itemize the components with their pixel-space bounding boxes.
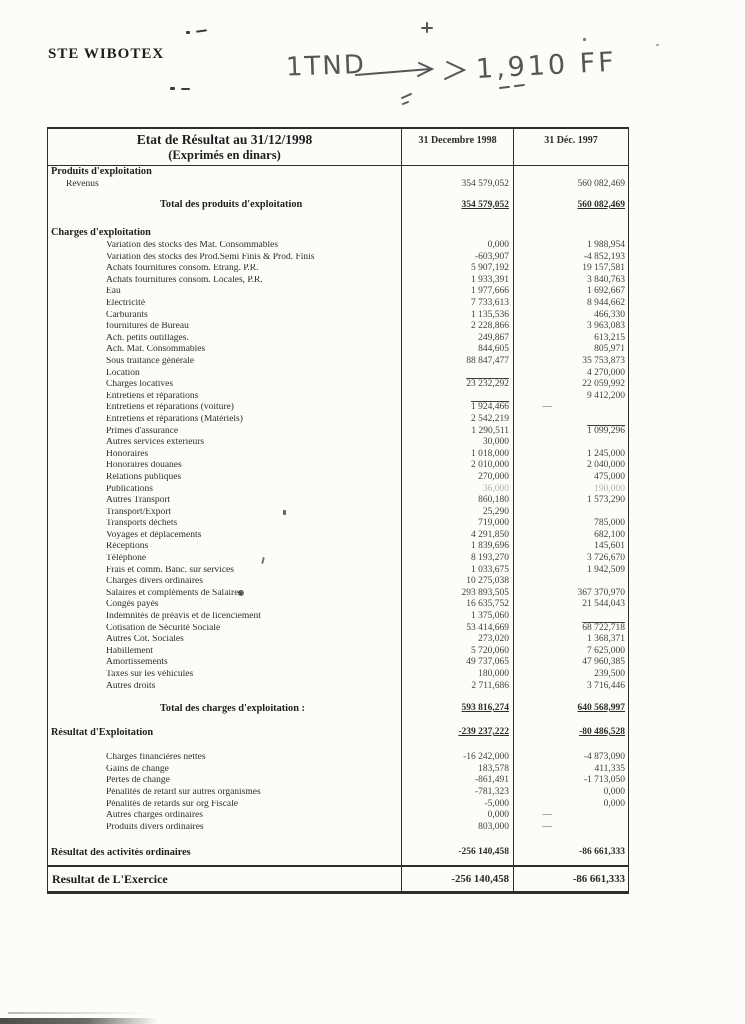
value-1998: 273,020 xyxy=(401,634,513,646)
value-1997: 190,000 xyxy=(513,483,628,495)
value-1997 xyxy=(513,191,628,199)
value-1997 xyxy=(513,507,628,519)
table-row xyxy=(48,333,628,345)
value-1997: 640 568,997 xyxy=(513,702,628,715)
value-1997: 682,100 xyxy=(513,530,628,542)
table-row xyxy=(48,321,628,333)
row-label: Charges financières nettes xyxy=(106,753,206,763)
value-1997 xyxy=(513,833,628,846)
row-label: Résultat d'Exploitation xyxy=(51,727,154,738)
table-row xyxy=(48,634,628,646)
value-1997: -86 661,333 xyxy=(513,846,628,859)
value-1997: 3 963,083 xyxy=(513,321,628,333)
value-1997: 560 082,469 xyxy=(513,199,628,212)
value-1998: 719,000 xyxy=(401,518,513,530)
value-1998: 1 977,666 xyxy=(401,286,513,298)
scan-artifact xyxy=(181,88,190,90)
scan-smudge xyxy=(8,1012,148,1014)
row-label: Sous traitance générale xyxy=(106,356,195,366)
row-label: Entretiens et réparations (Matériels) xyxy=(106,414,243,424)
row-label: Transport/Export xyxy=(106,507,172,517)
row-label: Pénalités de retards sur org Fiscale xyxy=(106,799,238,809)
row-label: Cotisation de Sécurité Sociale xyxy=(106,623,221,633)
row-label: fournitures de Bureau xyxy=(106,322,189,332)
table-row xyxy=(48,344,628,356)
value-1997: 35 753,873 xyxy=(513,356,628,368)
spacer-row xyxy=(48,692,628,702)
table-title-line1: Etat de Résultat au 31/12/1998 xyxy=(136,132,313,147)
value-1998: 5 720,060 xyxy=(401,646,513,658)
table-row xyxy=(48,252,628,264)
value-1998: 354 579,052 xyxy=(401,199,513,212)
table-row xyxy=(48,298,628,310)
table-title xyxy=(48,129,401,165)
value-1998 xyxy=(401,212,513,227)
table-row xyxy=(48,752,628,764)
value-1998: 1 290,511 xyxy=(401,426,513,438)
value-1997 xyxy=(513,212,628,227)
row-label: Achats fournitures consom. Etrang. P.R. xyxy=(106,264,259,274)
table-row xyxy=(48,565,628,577)
table-row-resultat-exercice xyxy=(48,865,628,894)
table-row xyxy=(48,227,628,240)
table-row xyxy=(48,530,628,542)
value-1997: 1 099,296 xyxy=(513,426,628,438)
value-1997: 560 082,469 xyxy=(513,179,628,191)
value-1998 xyxy=(401,166,513,179)
table-row xyxy=(48,166,628,179)
value-1998: 1 033,675 xyxy=(401,565,513,577)
table-row xyxy=(48,379,628,391)
value-1998: -861,491 xyxy=(401,775,513,787)
value-1997: 3 840,763 xyxy=(513,275,628,287)
scan-edge-bar xyxy=(0,1018,158,1024)
value-1997: 411,335 xyxy=(513,764,628,776)
table-row xyxy=(48,726,628,739)
table-row xyxy=(48,669,628,681)
table-row xyxy=(48,681,628,693)
row-label: Entretiens et réparations (voiture) xyxy=(106,403,234,413)
value-1997: — xyxy=(513,402,628,414)
table-row xyxy=(48,646,628,658)
value-1997 xyxy=(513,692,628,702)
table-row xyxy=(48,391,628,403)
table-row xyxy=(48,507,628,519)
value-1997: 239,500 xyxy=(513,669,628,681)
value-1997 xyxy=(513,576,628,588)
value-1997: 0,000 xyxy=(513,799,628,811)
row-label: Autres Transport xyxy=(106,496,171,506)
value-1998: 249,867 xyxy=(401,333,513,345)
row-label: Pénalités de retard sur autres organismes xyxy=(106,787,261,797)
table-row xyxy=(48,810,628,822)
row-label: Ach. petits outillages. xyxy=(106,333,189,343)
value-1998: 1 135,536 xyxy=(401,310,513,322)
row-label: Publications xyxy=(106,484,153,494)
handwritten-ff-label: 1,910 FF xyxy=(475,46,618,85)
scan-artifact xyxy=(186,31,190,34)
column-header-1997: 31 Déc. 1997 xyxy=(513,129,628,165)
table-row xyxy=(48,368,628,380)
value-1997: 68 722,718 xyxy=(513,623,628,635)
value-1997: 3 726,670 xyxy=(513,553,628,565)
value-1998: -256 140,458 xyxy=(401,867,513,891)
value-1997: 22 059,992 xyxy=(513,379,628,391)
table-row xyxy=(48,576,628,588)
spacer-row xyxy=(48,739,628,752)
scan-artifact xyxy=(196,29,207,33)
row-label: Relations publiques xyxy=(106,472,182,482)
spacer-row xyxy=(48,212,628,227)
value-1997 xyxy=(513,715,628,726)
value-1998: 1 839,696 xyxy=(401,541,513,553)
value-1998: 30,000 xyxy=(401,437,513,449)
table-row xyxy=(48,449,628,461)
row-label: Location xyxy=(106,368,140,378)
value-1998: 183,578 xyxy=(401,764,513,776)
table-row xyxy=(48,518,628,530)
table-header xyxy=(48,129,628,166)
value-1998: 2 711,686 xyxy=(401,681,513,693)
row-label: Variation des stocks des Prod.Semi Finis & Prod. Finis xyxy=(106,252,315,262)
table-row xyxy=(48,846,628,859)
row-label: Amortissements xyxy=(106,658,168,668)
value-1998: -5,000 xyxy=(401,799,513,811)
row-label: Total des produits d'exploitation xyxy=(160,200,303,211)
table-row xyxy=(48,199,628,212)
row-label: Ach. Mat. Consommables xyxy=(106,345,206,355)
value-1997: -86 661,333 xyxy=(513,867,628,891)
value-1998: 10 275,038 xyxy=(401,576,513,588)
row-label: Salaires et compléments de Salaires xyxy=(106,588,243,598)
value-1998: 16 635,752 xyxy=(401,599,513,611)
value-1998: -781,323 xyxy=(401,787,513,799)
value-1997: 805,971 xyxy=(513,344,628,356)
handwritten-annotation xyxy=(272,18,672,110)
value-1998: -603,907 xyxy=(401,252,513,264)
value-1997: -4 852,193 xyxy=(513,252,628,264)
value-1998 xyxy=(401,715,513,726)
value-1997 xyxy=(513,859,628,865)
table-row xyxy=(48,460,628,472)
handwritten-plus-mark xyxy=(422,23,432,32)
value-1998 xyxy=(401,859,513,865)
value-1998: 7 733,613 xyxy=(401,298,513,310)
table-body xyxy=(48,166,628,865)
value-1997: 2 040,000 xyxy=(513,460,628,472)
value-1997 xyxy=(513,437,628,449)
value-1997: 19 157,581 xyxy=(513,263,628,275)
value-1998: 270,000 xyxy=(401,472,513,484)
row-label: Résultat des activités ordinaires xyxy=(51,847,191,858)
value-1998: 4 291,850 xyxy=(401,530,513,542)
table-row xyxy=(48,426,628,438)
value-1997: 1 573,290 xyxy=(513,495,628,507)
value-1998: 49 737,065 xyxy=(401,657,513,669)
value-1997: 9 412,200 xyxy=(513,391,628,403)
value-1998 xyxy=(401,191,513,199)
value-1997 xyxy=(513,414,628,426)
value-1997: 21 544,043 xyxy=(513,599,628,611)
value-1997: — xyxy=(513,810,628,822)
scan-artifact xyxy=(656,44,659,46)
table-row xyxy=(48,657,628,669)
value-1998: 2 228,866 xyxy=(401,321,513,333)
table-row xyxy=(48,764,628,776)
row-label: Eau xyxy=(106,287,121,297)
value-1998 xyxy=(401,692,513,702)
row-label: Autres Cot. Sociales xyxy=(106,635,184,645)
table-row xyxy=(48,472,628,484)
row-label: Congés payés xyxy=(106,600,159,610)
row-label: Revenus xyxy=(66,180,99,190)
value-1998: 593 816,274 xyxy=(401,702,513,715)
value-1998: 25,290 xyxy=(401,507,513,519)
value-1998: 53 414,669 xyxy=(401,623,513,635)
value-1998: -256 140,458 xyxy=(401,846,513,859)
value-1998 xyxy=(401,833,513,846)
table-row xyxy=(48,799,628,811)
row-label: Gains de change xyxy=(106,764,169,774)
table-row xyxy=(48,275,628,287)
table-row xyxy=(48,356,628,368)
table-row xyxy=(48,402,628,414)
row-label: Produits divers ordinaires xyxy=(106,822,204,832)
table-row xyxy=(48,414,628,426)
value-1997: 1 692,667 xyxy=(513,286,628,298)
value-1998: 23 232,292 xyxy=(401,379,513,391)
value-1997: 0,000 xyxy=(513,787,628,799)
row-label: Charges locatives xyxy=(106,380,174,390)
value-1997: 475,000 xyxy=(513,472,628,484)
value-1998 xyxy=(401,739,513,752)
value-1997: 367 370,970 xyxy=(513,588,628,600)
value-1998: 1 018,000 xyxy=(401,449,513,461)
company-name: STE WIBOTEX xyxy=(48,46,165,62)
value-1997: 4 270,000 xyxy=(513,368,628,380)
row-label: Achats fournitures consom. Locales, P.R. xyxy=(106,275,263,285)
row-label: Charges d'exploitation xyxy=(51,228,151,239)
value-1997: -80 486,528 xyxy=(513,726,628,739)
value-1998: 2 010,000 xyxy=(401,460,513,472)
table-row xyxy=(48,483,628,495)
table-row xyxy=(48,623,628,635)
row-label: Frais et comm. Banc. sur services xyxy=(106,565,234,575)
row-label: Electricité xyxy=(106,299,146,309)
table-row xyxy=(48,702,628,715)
row-label: Téléphone xyxy=(106,554,147,564)
table-row xyxy=(48,541,628,553)
value-1997: 8 944,662 xyxy=(513,298,628,310)
row-label: Transports déchets xyxy=(106,519,178,529)
value-1998: 293 893,505 xyxy=(401,588,513,600)
table-row xyxy=(48,822,628,834)
value-1998: 803,000 xyxy=(401,822,513,834)
row-label: Autres droits xyxy=(106,681,156,691)
row-label: Carburants xyxy=(106,310,148,320)
value-1998: 844,605 xyxy=(401,344,513,356)
table-row xyxy=(48,611,628,623)
table-row xyxy=(48,310,628,322)
table-row xyxy=(48,240,628,252)
income-statement-table xyxy=(47,127,629,894)
column-header-1998: 31 Decembre 1998 xyxy=(401,129,513,165)
value-1997: 613,215 xyxy=(513,333,628,345)
table-row xyxy=(48,437,628,449)
row-label: Voyages et déplacements xyxy=(106,530,202,540)
value-1998: -239 237,222 xyxy=(401,726,513,739)
table-row xyxy=(48,179,628,191)
value-1997: 7 625,000 xyxy=(513,646,628,658)
row-label: Taxes sur les véhicules xyxy=(106,670,194,680)
row-label: Produits d'exploitation xyxy=(51,167,152,178)
value-1997: 1 245,000 xyxy=(513,449,628,461)
value-1997: 145,601 xyxy=(513,541,628,553)
value-1998: 0,000 xyxy=(401,810,513,822)
row-label: Autres services exterieurs xyxy=(106,438,205,448)
table-title-line2: (Exprimés en dinars) xyxy=(168,148,281,162)
table-row xyxy=(48,495,628,507)
value-1998: 0,000 xyxy=(401,240,513,252)
row-label: Habillement xyxy=(106,646,153,656)
value-1997 xyxy=(513,227,628,240)
value-1997: -4 873,090 xyxy=(513,752,628,764)
table-row xyxy=(48,553,628,565)
value-1997: 3 716,446 xyxy=(513,681,628,693)
value-1998: 5 907,192 xyxy=(401,263,513,275)
value-1997: 1 988,954 xyxy=(513,240,628,252)
row-label: Autres charges ordinaires xyxy=(106,811,203,821)
value-1998 xyxy=(401,368,513,380)
value-1998: 88 847,477 xyxy=(401,356,513,368)
row-label: Honoraires xyxy=(106,449,149,459)
spacer-row xyxy=(48,191,628,199)
row-label: Variation des stocks des Mat. Consommables xyxy=(106,241,279,251)
value-1998: 2 542,219 xyxy=(401,414,513,426)
value-1998 xyxy=(401,391,513,403)
spacer-row xyxy=(48,833,628,846)
value-1997: 785,000 xyxy=(513,518,628,530)
row-label: Total des charges d'exploitation : xyxy=(160,703,305,714)
value-1997: — xyxy=(513,822,628,834)
value-1998: 1 375,060 xyxy=(401,611,513,623)
row-label: Primes d'assurance xyxy=(106,426,179,436)
value-1997 xyxy=(513,166,628,179)
table-row xyxy=(48,599,628,611)
table-row xyxy=(48,775,628,787)
row-label: Entretiens et réparations xyxy=(106,391,199,401)
value-1997: 466,330 xyxy=(513,310,628,322)
value-1997: 47 960,385 xyxy=(513,657,628,669)
handwritten-tnd-label: 1TND xyxy=(285,49,367,83)
value-1998: 354 579,052 xyxy=(401,179,513,191)
scan-artifact xyxy=(170,87,175,90)
row-label: Réceptions xyxy=(106,542,149,552)
value-1998: -16 242,000 xyxy=(401,752,513,764)
value-1998: 860,180 xyxy=(401,495,513,507)
row-label: Pertes de change xyxy=(106,776,170,786)
table-row xyxy=(48,787,628,799)
row-label: Charges divers ordinaires xyxy=(106,577,203,587)
value-1998: 36,000 xyxy=(401,483,513,495)
table-row xyxy=(48,263,628,275)
value-1998: 8 193,270 xyxy=(401,553,513,565)
value-1998: 180,000 xyxy=(401,669,513,681)
value-1998 xyxy=(401,227,513,240)
row-label: Resultat de L'Exercice xyxy=(52,873,168,886)
value-1998: 1 924,466 xyxy=(401,402,513,414)
table-row xyxy=(48,286,628,298)
spacer-row xyxy=(48,715,628,726)
value-1997 xyxy=(513,611,628,623)
value-1997: 1 368,371 xyxy=(513,634,628,646)
row-label: Indemnités de préavis et de licenciement xyxy=(106,612,261,622)
value-1997 xyxy=(513,739,628,752)
value-1998: 1 933,391 xyxy=(401,275,513,287)
value-1997: -1 713,050 xyxy=(513,775,628,787)
scan-artifact xyxy=(583,38,586,41)
table-row xyxy=(48,588,628,600)
row-label: Honoraires douanes xyxy=(106,461,182,471)
value-1997: 1 942,509 xyxy=(513,565,628,577)
